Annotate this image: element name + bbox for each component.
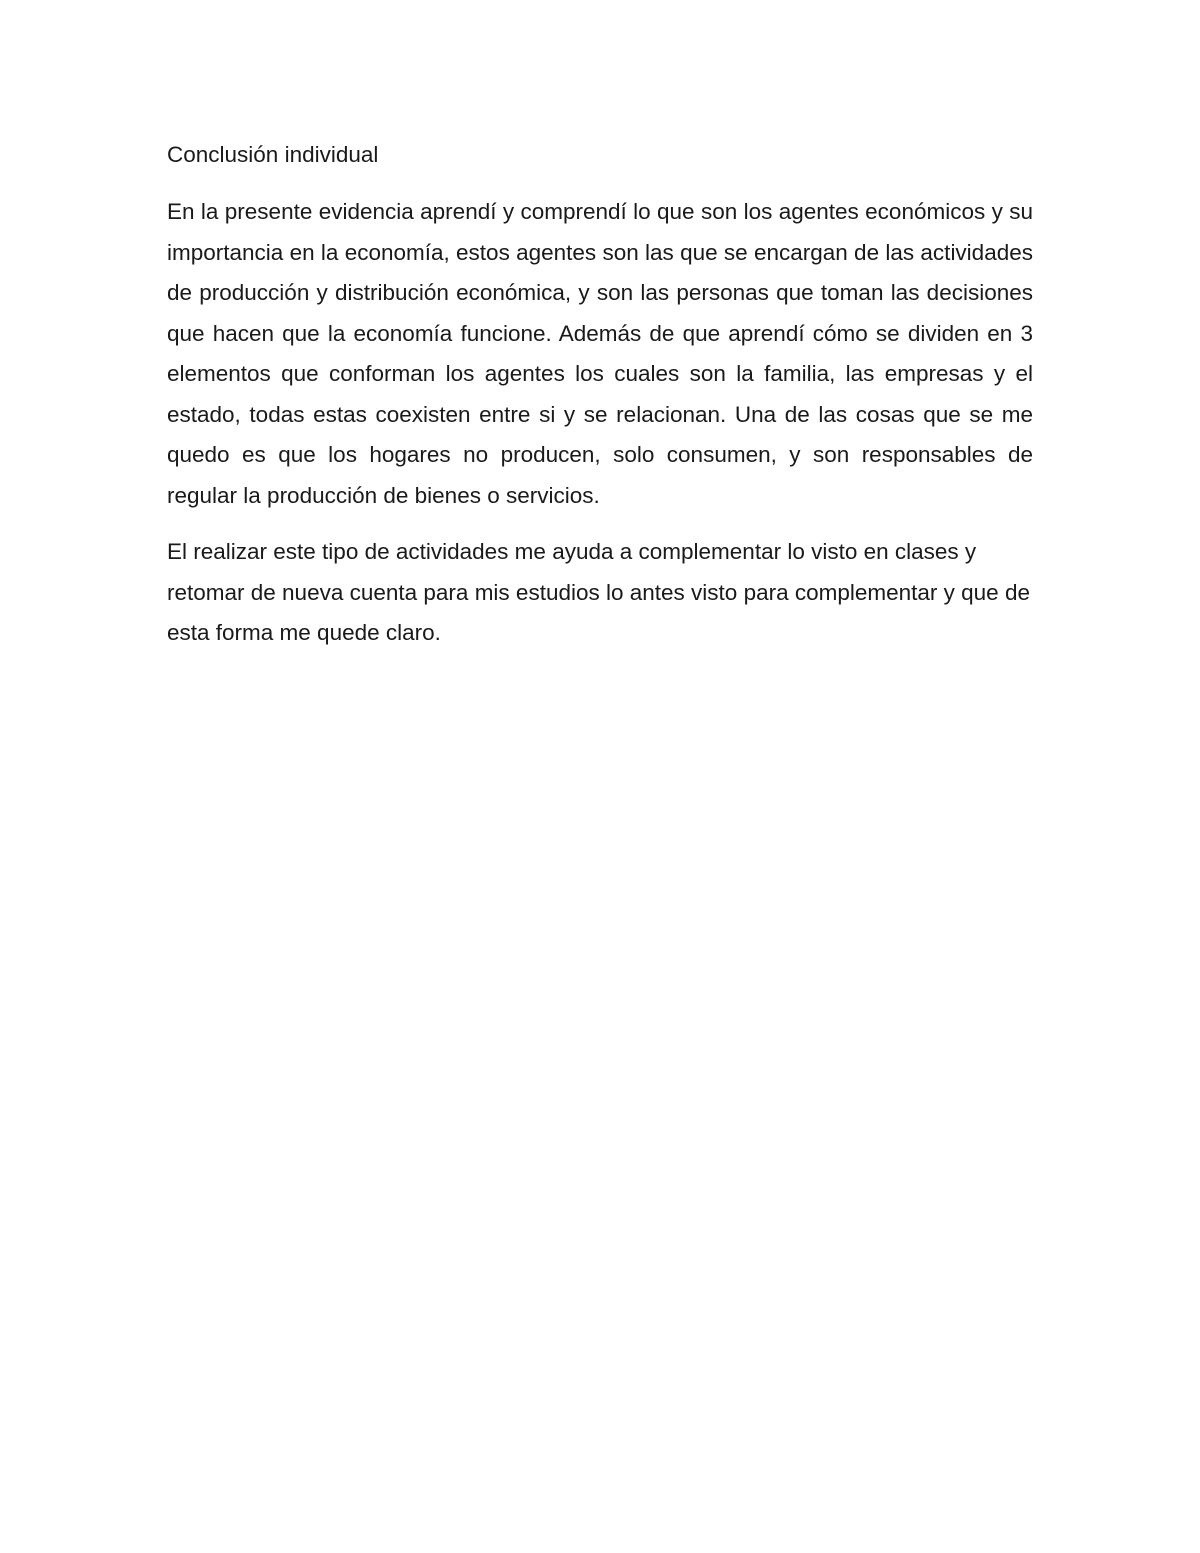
document-body	[167, 136, 1033, 670]
paragraph-2: El realizar este tipo de actividades me ayuda a complementar lo visto en clases y retomar de nueva cuenta para mis estudios lo antes visto para complementar y que de esta forma me quede claro.	[167, 539, 1030, 645]
paragraph-1: En la presente evidencia aprendí y comprendí lo que son los agentes económicos y su importancia en la economía, estos agentes son las que se encargan de las actividades de producción y distribución económica, y son las personas que toman las decisiones que hacen que la economía funcione. Además de que aprendí cómo se dividen en 3 elementos que conforman los agentes los cuales son la familia, las empresas y el estado, todas estas coexisten entre si y se relacionan. Una de las cosas que se me quedo es que los hogares no producen, solo consumen, y son responsables de regular la producción de bienes o servicios.	[167, 199, 1033, 508]
document-title: Conclusión individual	[167, 142, 379, 167]
